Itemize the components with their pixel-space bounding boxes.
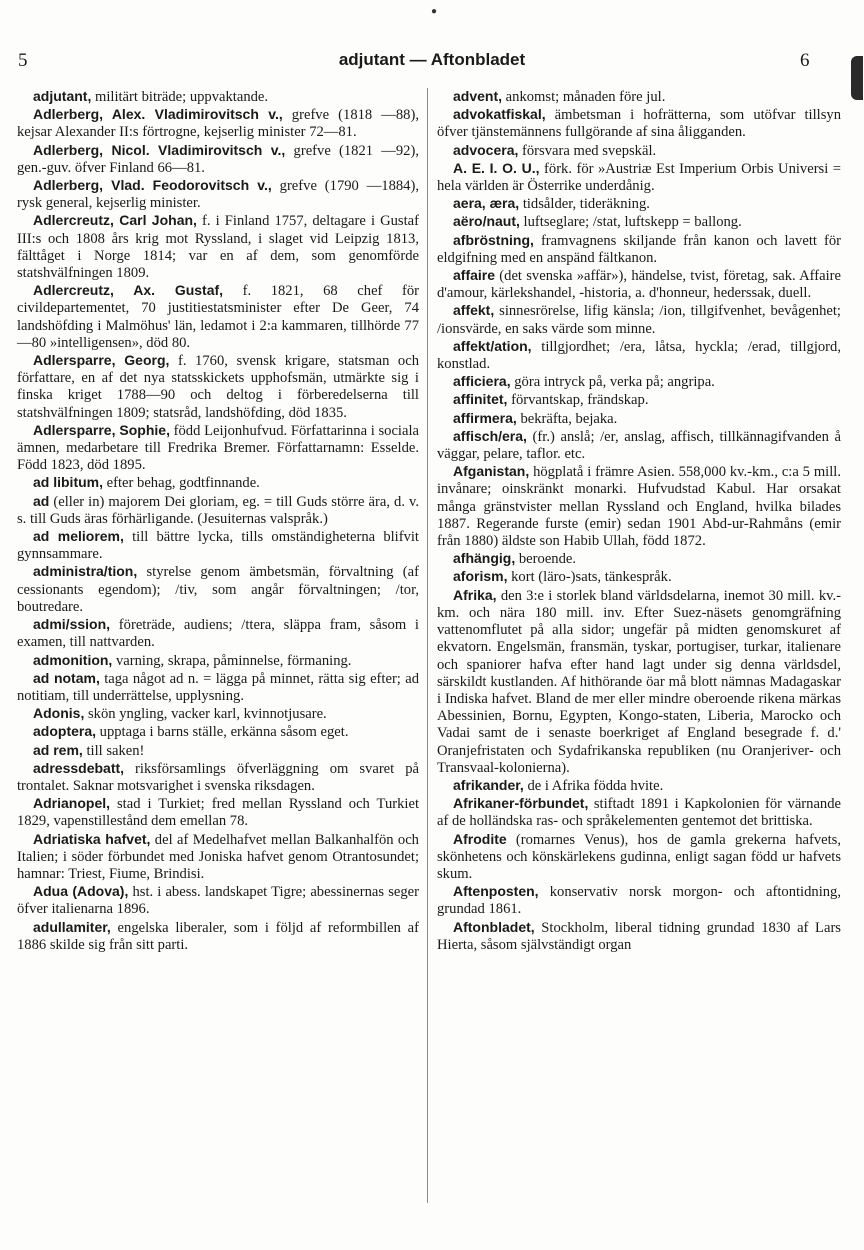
entry-definition: efter behag, godtfinnande. [103, 475, 260, 492]
entry-definition: grefve (1818 —88), kejsar Alexander II:s förtrogne, kejserlig minister 72—81. [17, 107, 419, 141]
entry-definition: stiftadt 1891 i Kapkolonien för värnande af de holländska ras- och språkelementen gentemot det brittiska. [437, 796, 841, 830]
entry-definition: f. 1760, svensk krigare, statsman och författare, en af det nya statsskickets upphofsmän, utmärkte sig i finska kriget 1788—90 och deltog i förberedelserna till statshvälfningen 1809; statsråd, landshöfding, död 1835. [17, 353, 420, 421]
entry-headword: Afrikaner-förbundet, [453, 795, 589, 812]
entry-definition: skön yngling, vacker karl, kvinnotjusare. [84, 706, 327, 723]
entry-definition: grefve (1790 —1884), rysk general, kejserlig minister. [17, 178, 419, 212]
entry-headword: Afganistan, [453, 463, 530, 480]
dictionary-entry [437, 232, 841, 267]
left-column [17, 88, 419, 954]
dictionary-entry [437, 338, 841, 373]
entry-definition: upptaga i barns ställe, erkänna såsom eget. [96, 724, 349, 741]
entry-definition: tillgjordhet; /era, låtsa, hyckla; /erad, tillgjord, konstlad. [437, 338, 841, 373]
entry-definition: hst. i abess. landskapet Tigre; abessinernas seger öfver italienarna 1896. [17, 884, 419, 918]
entry-definition: de i Afrika födda hvite. [523, 777, 664, 794]
entry-definition: engelska liberaler, som i följd af reformbillen af 1886 skilde sig från sitt parti. [17, 919, 419, 953]
entry-definition: (fr.) anslå; /er, anslag, affisch, tillkännagifvanden å väggar, pelare, taflor. etc. [437, 428, 841, 463]
dictionary-entry [17, 742, 419, 760]
entry-headword: Adlerberg, Alex. Vladimirovitsch v., [33, 106, 283, 123]
dictionary-entry [17, 106, 419, 141]
entry-definition: (eller in) majorem Dei gloriam, eg. = till Guds större ära, d. v. s. till Guds äras förhärligande. (Jesuiternas valspråk.) [17, 493, 419, 527]
entry-headword: advokatfiskal, [453, 106, 546, 123]
entry-definition: förk. för »Austriæ Est Imperium Orbis Universi = hela världen är Österrike underdånig. [437, 160, 842, 195]
entry-headword: affirmera, [453, 409, 517, 426]
entry-definition: styrelse genom ämbetsmän, förvaltning (af cessionants egendom); /tiv, som angår förvaltningen; /tor, boutredare. [17, 564, 419, 615]
entry-headword: admonition, [33, 651, 113, 668]
dictionary-entry [437, 302, 841, 337]
entry-definition: taga något ad n. = lägga på minnet, rätta sig efter; ad notitiam, till underrättelse, upplysning. [17, 670, 419, 704]
dictionary-entry [437, 195, 841, 213]
entry-definition: luftseglare; /stat, luftskepp = ballong. [519, 214, 742, 231]
running-title: adjutant — Aftonbladet [338, 50, 526, 69]
dictionary-entry [437, 777, 841, 795]
dictionary-entry [17, 760, 419, 795]
entry-headword: Aftonbladet, [453, 918, 535, 935]
dictionary-entry [17, 88, 419, 106]
entry-headword: Adriatiska hafvet, [33, 830, 151, 847]
entry-definition: född Leijonhufvud. Författarinna i sociala ämnen, medarbetare till Fredrika Bremer. Författarnamn: Esselde. Född 1823, död 1895. [17, 422, 419, 474]
dictionary-entry [437, 373, 841, 391]
entry-definition: del af Medelhafvet mellan Balkanhalfön och Italien; i söder förbundet med Joniska hafvet genom Otrantosundet; hamnar: Triest, Fiume, Brindisi. [17, 831, 419, 882]
entry-definition: kort (läro-)sats, tänkespråk. [507, 569, 672, 586]
entry-definition: riksförsamlings öfverläggning om svaret på trontalet. Saknar motsvarighet i svenska riksdagen. [17, 760, 419, 794]
entry-headword: Adonis, [33, 705, 85, 722]
dictionary-entry [17, 142, 419, 177]
dictionary-entry [17, 652, 419, 670]
dictionary-entry [17, 422, 419, 475]
dictionary-entry [17, 831, 419, 884]
dictionary-entry [437, 831, 841, 884]
entry-definition: till bättre lycka, tills omständigheterna blifvit gynnsammare. [17, 529, 419, 563]
dictionary-entry [437, 410, 841, 428]
entry-headword: Adlercreutz, Carl Johan, [33, 212, 197, 229]
entry-headword: afficiera, [453, 373, 511, 390]
column-divider [427, 88, 428, 1203]
dictionary-entry [437, 160, 841, 195]
entry-headword: affekt, [453, 302, 495, 319]
dictionary-entry [437, 919, 841, 954]
print-speck: ● [431, 6, 438, 17]
entry-definition: varning, skrapa, påminnelse, förmaning. [112, 652, 352, 669]
entry-headword: ad libitum, [33, 474, 103, 491]
entry-headword: affekt/ation, [453, 337, 532, 354]
entry-definition: ämbetsman i hofrätterna, som utöfvar tillsyn öfver tjänstemännens fullgörande af sina åligganden. [437, 107, 841, 141]
entry-definition: stad i Turkiet; fred mellan Ryssland och Turkiet 1829, vapenstillestånd dem emellan 78. [17, 796, 419, 830]
entry-headword: aforism, [453, 568, 508, 585]
entry-headword: ad [33, 492, 50, 509]
entry-headword: advocera, [453, 141, 519, 158]
page-number-left: 5 [18, 50, 28, 71]
entry-headword: aëro/naut, [453, 213, 520, 230]
entry-headword: adressdebatt, [33, 759, 125, 776]
entry-headword: Aftenposten, [453, 883, 539, 900]
entry-headword: affaire [453, 267, 496, 284]
right-column [437, 88, 841, 954]
entry-definition: förvantskap, frändskap. [507, 392, 649, 409]
entry-headword: Afrodite [453, 830, 507, 847]
entry-definition: f. i Finland 1757, deltagare i Gustaf III:s och 1808 års krig mot Ryssland, i slaget vid Leipzig 1813, fälttåget i Norge 1814; var en af dem, som genomförde statshvälfningen 1809. [17, 213, 420, 282]
dictionary-entry [437, 795, 841, 830]
entry-definition: konservativ norsk morgon- och aftontidning, grundad 1861. [437, 884, 841, 918]
entry-definition: ankomst; månaden före jul. [502, 89, 666, 105]
entry-headword: ad notam, [33, 669, 100, 686]
dictionary-entry [17, 282, 419, 352]
dictionary-entry [17, 919, 419, 954]
entry-definition: till saken! [82, 742, 145, 759]
entry-headword: adjutant, [33, 88, 92, 104]
entry-headword: Adua (Adova), [33, 883, 129, 900]
entry-definition: göra intryck på, verka på; angripa. [510, 374, 715, 391]
dictionary-entry [17, 670, 419, 705]
entry-definition: försvara med svepskäl. [518, 142, 657, 159]
entry-definition: militärt biträde; uppvaktande. [91, 89, 269, 105]
entry-headword: affinitet, [453, 391, 508, 408]
entry-headword: Adlercreutz, Ax. Gustaf, [33, 282, 224, 299]
dictionary-entry [17, 474, 419, 492]
entry-definition: högplatå i främre Asien. 558,000 kv.-km., c:a 5 mill. invånare; oinskränkt monarki. Hufvudstad Kabul. Har orsakat många gränstvister mellan Ryssland och England, hvilka bilades 1887. Regerande furste (emir) sedan 1901 Abd-ur-Rahmåns (emir från 1880) äldste son Habib Ullah, född 1872. [437, 464, 841, 550]
entry-headword: Adlerberg, Nicol. Vladimirovitsch v., [33, 141, 286, 158]
dictionary-entry [437, 883, 841, 918]
entry-headword: administra/tion, [33, 563, 138, 580]
entry-definition: tidsålder, tideräkning. [519, 196, 650, 213]
entry-headword: ad rem, [33, 741, 83, 758]
page-number-right: 6 [800, 50, 810, 71]
entry-definition: Stockholm, liberal tidning grundad 1830 af Lars Hierta, såsom självständigt organ [437, 919, 841, 953]
entry-headword: adullamiter, [33, 918, 111, 935]
dictionary-entry [17, 563, 419, 616]
entry-headword: A. E. I. O. U., [453, 159, 540, 176]
entry-definition: företräde, audiens; /ttera, släppa fram, såsom i examen, till nattvarden. [17, 617, 419, 651]
dictionary-entry [437, 550, 841, 568]
dictionary-entry [17, 528, 419, 563]
dictionary-entry [437, 568, 841, 586]
entry-headword: advent, [453, 88, 503, 104]
dictionary-entry [437, 213, 841, 231]
entry-headword: afrikander, [453, 776, 524, 793]
entry-headword: adoptera, [33, 723, 97, 740]
entry-headword: Adlersparre, Sophie, [33, 421, 170, 438]
dictionary-entry [17, 177, 419, 212]
dictionary-entry [17, 723, 419, 741]
dictionary-entry [17, 616, 419, 651]
dictionary-entry [17, 705, 419, 723]
dictionary-entry [437, 106, 841, 141]
entry-headword: Adlerberg, Vlad. Feodorovitsch v., [33, 177, 272, 194]
dictionary-entry [17, 795, 419, 830]
dictionary-entry [17, 352, 419, 422]
entry-headword: Adrianopel, [33, 795, 111, 812]
entry-definition: sinnesrörelse, lifig känsla; /ion, tillgifvenhet, bevågenhet; /ionsvärde, en saks värde som minne. [437, 303, 841, 337]
entry-headword: afhängig, [453, 550, 516, 567]
entry-headword: Afrika, [453, 586, 497, 603]
dictionary-entry [17, 212, 419, 282]
dictionary-entry [437, 587, 841, 777]
dictionary-entry [437, 267, 841, 302]
entry-definition: bekräfta, bejaka. [516, 410, 618, 427]
page-header [0, 50, 864, 74]
dictionary-entry [17, 883, 419, 918]
dictionary-entry [437, 88, 841, 106]
entry-headword: Adlersparre, Georg, [33, 352, 170, 369]
entry-headword: ad meliorem, [33, 528, 124, 545]
entry-definition: framvagnens skiljande från kanon och lavett för eldgifning med en anspänd fältkanon. [437, 232, 841, 266]
entry-headword: affisch/era, [453, 427, 527, 444]
dictionary-entry [437, 142, 841, 160]
dictionary-entry [437, 428, 841, 463]
entry-definition: den 3:e i storlek bland världsdelarna, inemot 30 mill. kv.-km. och nära 180 mill. inv. Efter Suez-näsets genomgräfning vattenomflutet på alla sidor; ungefär på midten genomskuret af ekvatorn. Engelsmän, fransmän, tyskar, portugiser, turkar, italienare och spaniorer hafva efter hand lagt under sig denna världsdel, särskildt kustlanden. Af hithörande öar må blott nämnas Madagaskar i Indiska hafvet. Bland de mer eller mindre oberoende rikena märkas Abessinien, Bornu, Egypten, Kongo-staten, Liberia, Marocko och Vadai samt de i senaste boerkriget af England besegrade f. d.' Oranjefristaten och Sydafrikanska republiken (nu Oranjeriver- och Transvaal-kolonierna). [437, 587, 841, 776]
dictionary-entry [437, 463, 841, 550]
entry-definition: f. 1821, 68 chef för civildepartementet, 70 justitiestatsminister efter De Geer, 74 landshöfding i Malmöhus' län, ledamot i 2:a kammaren, tillhörde 77—80 »intelligensen», död 80. [17, 283, 419, 351]
entry-definition: beroende. [515, 551, 577, 568]
dictionary-entry [17, 493, 419, 528]
entry-definition: grefve (1821 —92), gen.-guv. öfver Finland 66—81. [17, 142, 419, 176]
entry-headword: admi/ssion, [33, 616, 111, 633]
entry-definition: (det svenska »affär»), händelse, tvist, företag, sak. Affaire d'amour, kärlekshandel, -historia, a. d'honneur, hederssak, duell. [437, 268, 841, 302]
entry-headword: afbröstning, [453, 231, 534, 248]
entry-headword: aera, æra, [453, 195, 520, 212]
dictionary-entry [437, 391, 841, 409]
entry-definition: (romarnes Venus), hos de gamla grekerna hafvets, skönhetens och könskärlekens gudinna, enligt sagan född ur hafvets skum. [437, 831, 841, 882]
